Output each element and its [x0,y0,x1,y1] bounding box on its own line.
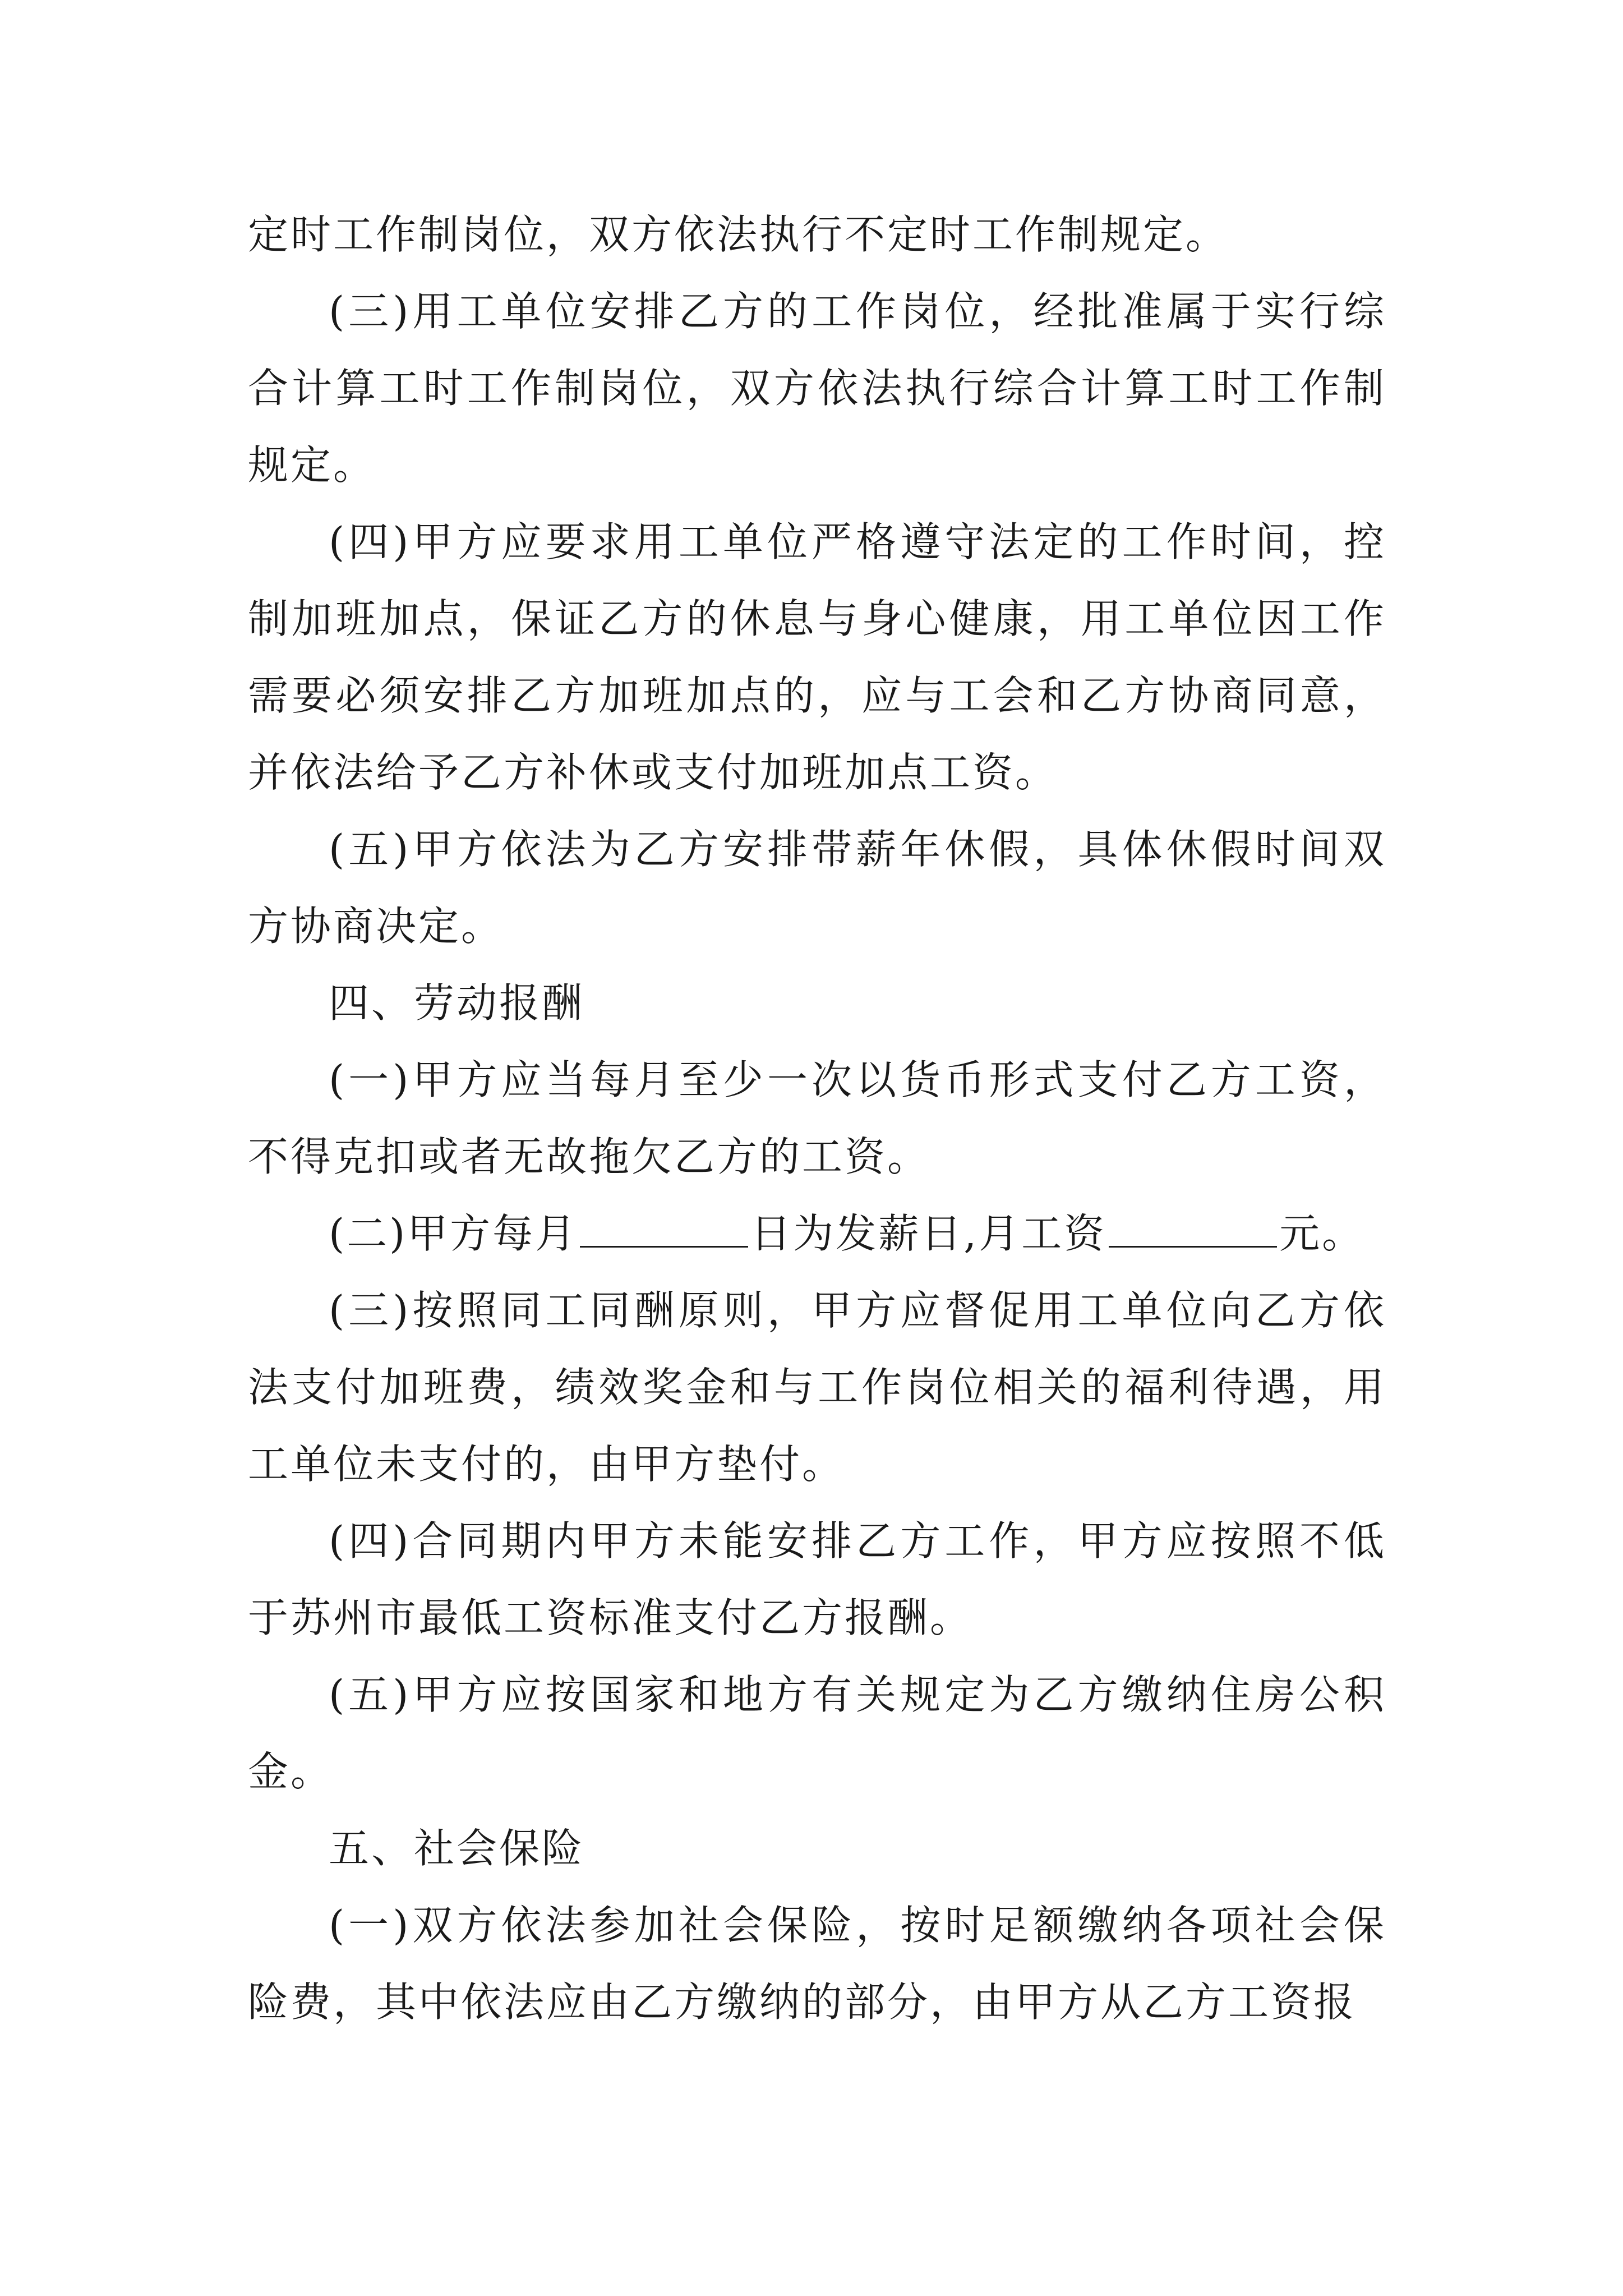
paragraph-1-wage-payment: (一)甲方应当每月至少一次以货币形式支付乙方工资，不得克扣或者无故拖欠乙方的工资。 [248,1056,1386,1180]
contract-body [248,196,1386,2041]
paragraph-4-minimum-wage: (四)合同期内甲方未能安排乙方工作，甲方应按照不低于苏州市最低工资标准支付乙方报酬。 [248,1517,1386,1641]
payday-prefix: (二)甲方每月 [329,1210,578,1257]
salary-blank-field[interactable] [1109,1212,1277,1248]
paragraph-3-comprehensive-hours: (三)用工单位安排乙方的工作岗位，经批准属于实行综合计算工时工作制岗位，双方依法执行综合计算工时工作制规定。 [248,288,1386,489]
payday-suffix: 元。 [1279,1210,1365,1257]
payday-blank-field[interactable] [580,1212,748,1248]
paragraph-5-housing-fund: (五)甲方应按国家和地方有关规定为乙方缴纳住房公积金。 [248,1671,1386,1795]
section-heading-social-insurance: 五、社会保险 [329,1825,585,1872]
paragraph-continuation: 定时工作制岗位，双方依法执行不定时工作制规定。 [248,211,1229,258]
paragraph-1-social-insurance: (一)双方依法参加社会保险，按时足额缴纳各项社会保险费，其中依法应由乙方缴纳的部分，由甲方从乙方工资报 [248,1902,1386,2026]
paragraph-5-annual-leave: (五)甲方依法为乙方安排带薪年休假，具体休假时间双方协商决定。 [248,826,1386,950]
paragraph-3-equal-pay: (三)按照同工同酬原则，甲方应督促用工单位向乙方依法支付加班费，绩效奖金和与工作岗位相关的福利待遇，用工单位未支付的，由甲方垫付。 [248,1287,1386,1488]
paragraph-2-payday [248,1195,1386,1272]
payday-middle: 日为发薪日,月工资 [750,1210,1107,1257]
section-heading-remuneration: 四、劳动报酬 [329,979,585,1027]
paragraph-4-overtime: (四)甲方应要求用工单位严格遵守法定的工作时间，控制加班加点，保证乙方的休息与身心健康，用工单位因工作需要必须安排乙方加班加点的，应与工会和乙方协商同意，并依法给予乙方补休或支付加班加点工资。 [248,518,1386,796]
